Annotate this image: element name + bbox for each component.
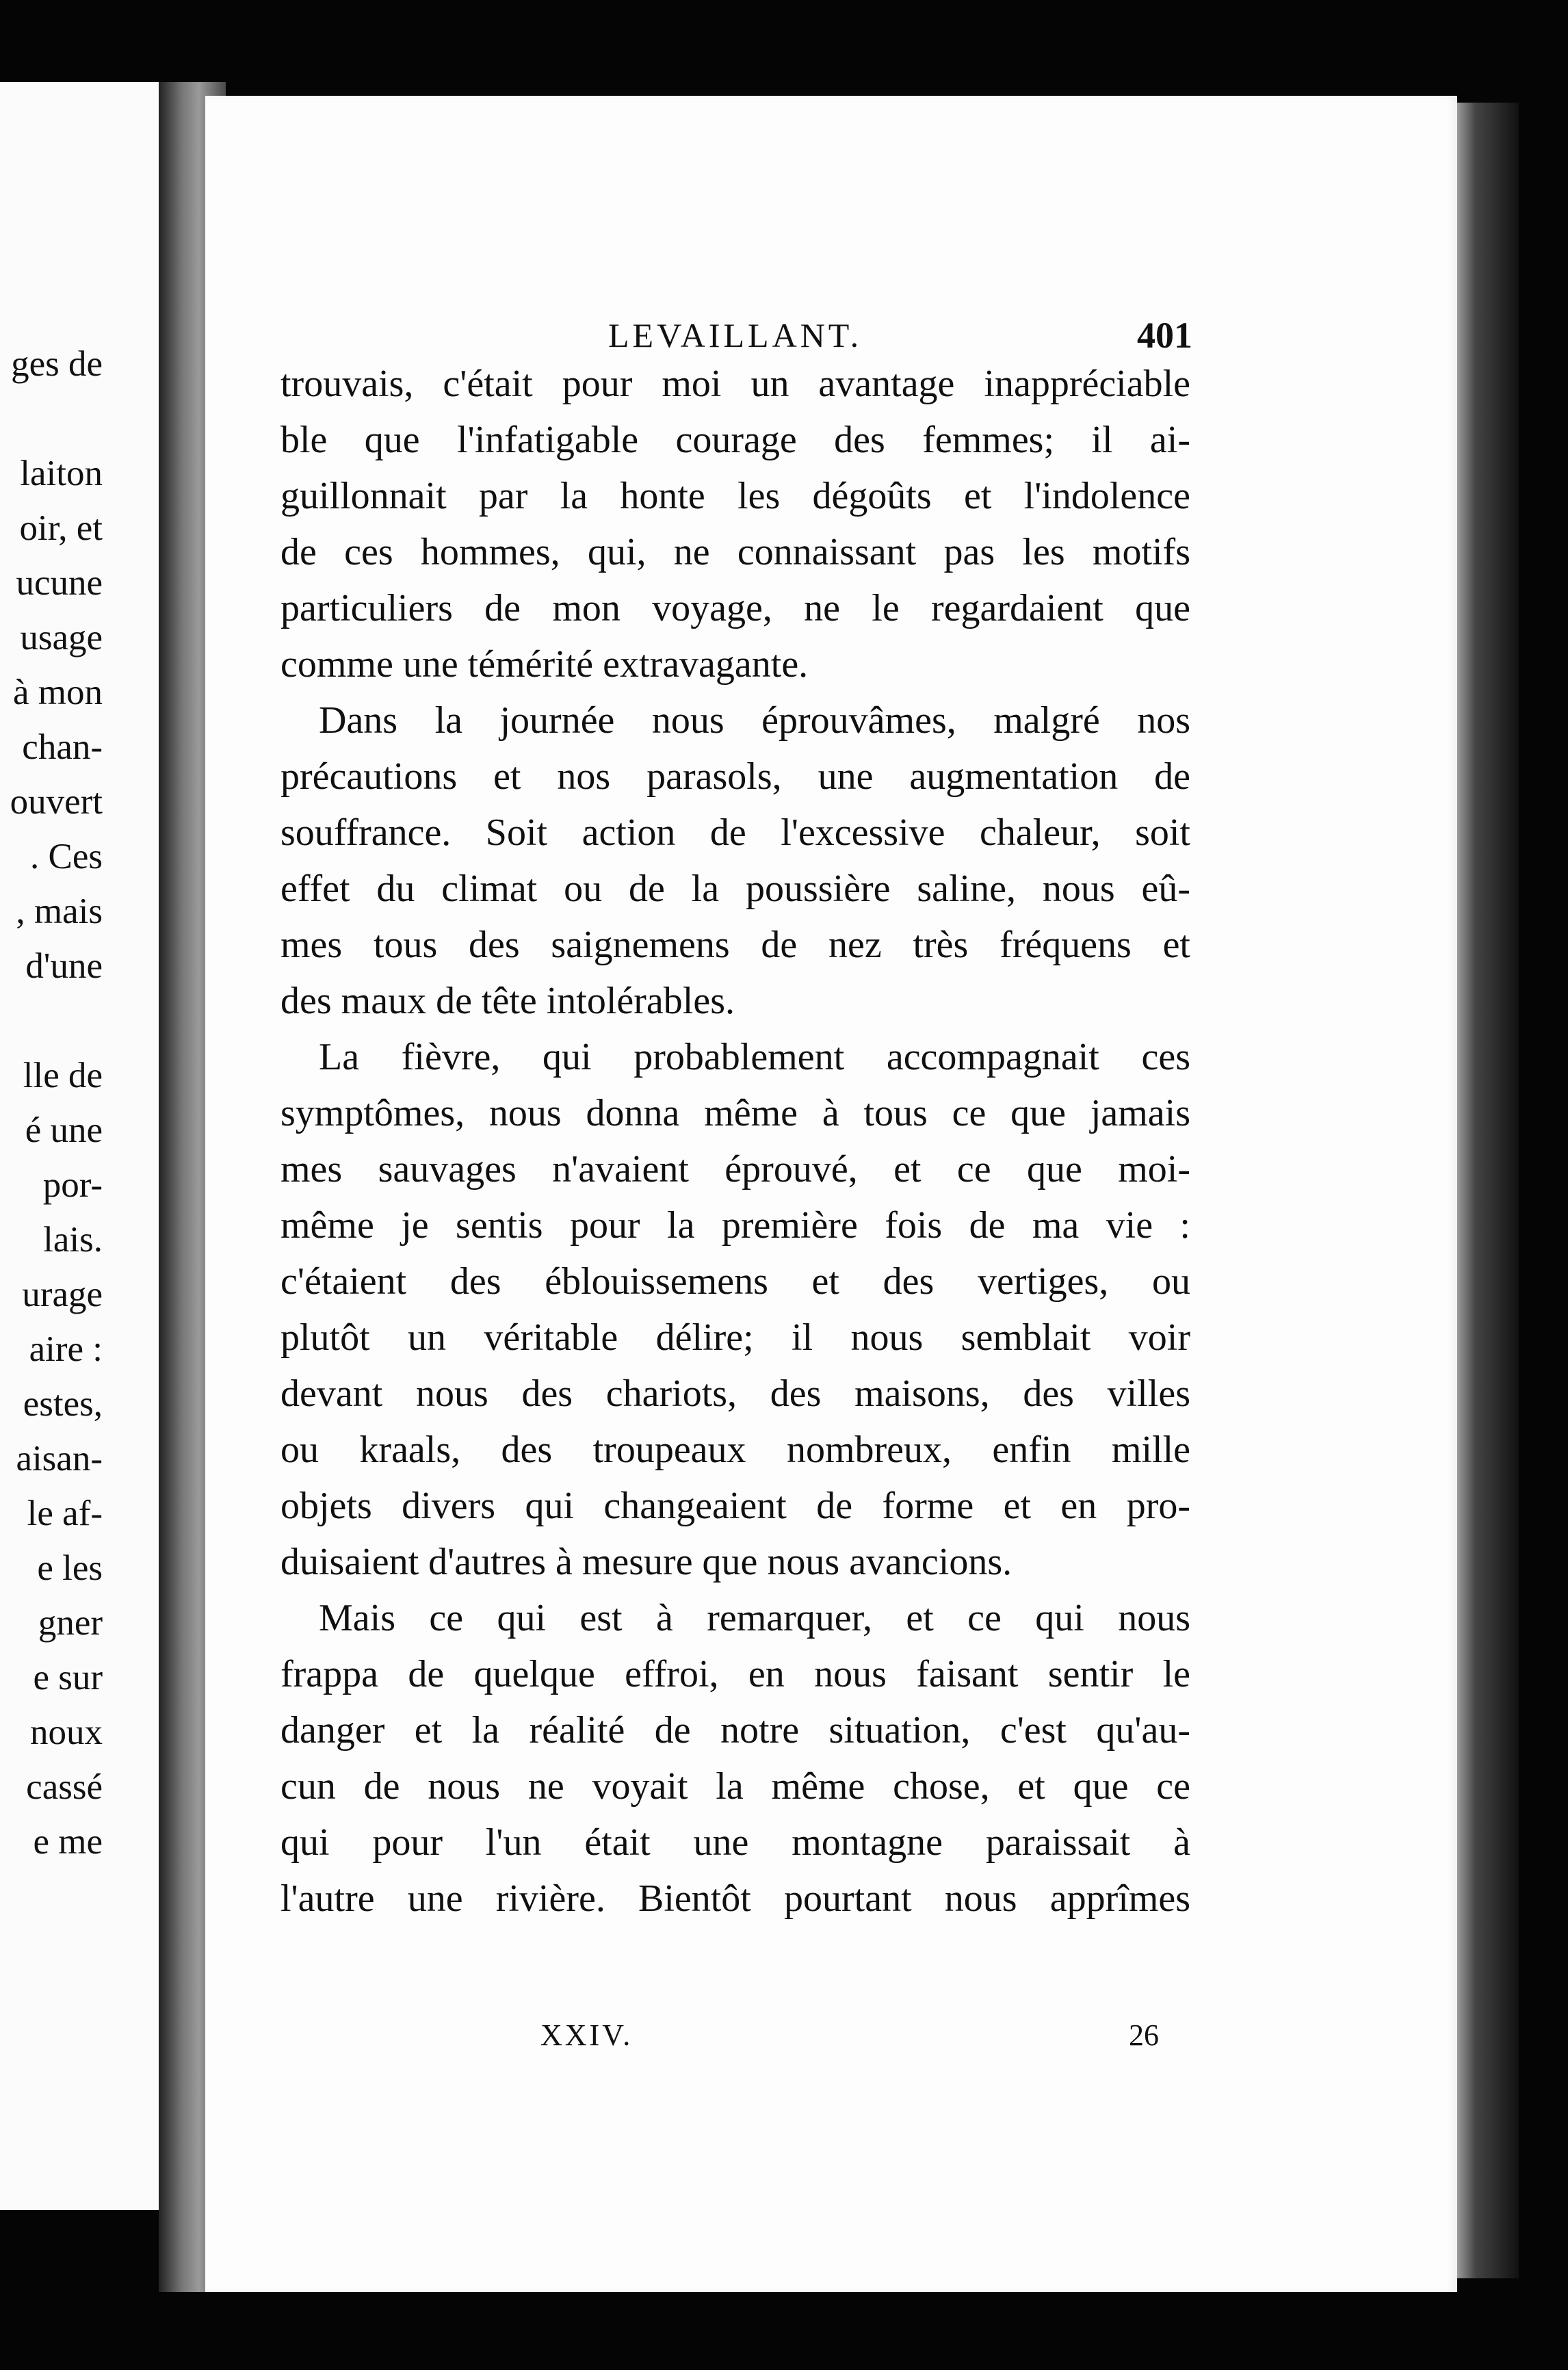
left-line-fragment: lle de: [23, 1056, 103, 1095]
text-line: comme une témérité extravagante.: [280, 643, 809, 686]
text-line: frappa de quelque effroi, en nous faisant sentir le: [280, 1653, 1190, 1695]
running-title: LEVAILLANT.: [608, 316, 863, 354]
signature-mark: XXIV.: [540, 2018, 633, 2052]
left-line-fragment: aire :: [29, 1329, 103, 1369]
previous-page-fragment: [0, 82, 159, 2210]
text-line: ou kraals, des troupeaux nombreux, enfin mille: [280, 1429, 1190, 1471]
previous-page-line-fragments: [10, 337, 103, 1869]
left-line-fragment: estes,: [23, 1384, 103, 1424]
text-line: symptômes, nous donna même à tous ce que jamais: [280, 1092, 1190, 1134]
footer-signature-line: [322, 2008, 1211, 2063]
text-line: des maux de tête intolérables.: [280, 980, 735, 1022]
left-line-fragment: oir, et: [19, 508, 103, 548]
left-line-fragment: usage: [20, 618, 103, 657]
left-line-fragment: e me: [33, 1822, 103, 1862]
left-line-fragment: laiton: [20, 454, 103, 493]
body-text: [280, 356, 1190, 1927]
text-line: l'autre une rivière. Bientôt pourtant nous apprîmes: [280, 1877, 1190, 1920]
left-line-fragment: urage: [22, 1275, 103, 1314]
text-line: Mais ce qui est à remarquer, et ce qui nous: [319, 1597, 1190, 1639]
text-line: souffrance. Soit action de l'excessive chaleur, soit: [280, 811, 1190, 854]
text-line: cun de nous ne voyait la même chose, et que ce: [280, 1765, 1190, 1808]
left-line-fragment: ges de: [11, 344, 103, 384]
book-page: [205, 96, 1457, 2292]
text-line: danger et la réalité de notre situation, c'est qu'au-: [280, 1709, 1190, 1752]
left-line-fragment: . Ces: [30, 837, 103, 876]
text-line: La fièvre, qui probablement accompagnait ces: [319, 1036, 1190, 1078]
left-line-fragment: por-: [42, 1165, 103, 1205]
text-line: effet du climat ou de la poussière saline, nous eû-: [280, 868, 1190, 910]
text-line: mes tous des saignemens de nez très fréquens et: [280, 924, 1190, 966]
left-line-fragment: é une: [25, 1110, 103, 1150]
text-line: particuliers de mon voyage, ne le regardaient que: [280, 587, 1190, 629]
left-line-fragment: chan-: [22, 727, 103, 767]
gathering-number: 26: [1129, 2018, 1159, 2052]
text-line: guillonnait par la honte les dégoûts et l'indolence: [280, 475, 1190, 517]
text-line: précautions et nos parasols, une augmentation de: [280, 755, 1190, 798]
left-line-fragment: , mais: [16, 891, 103, 931]
left-line-fragment: [10, 391, 103, 446]
text-line: duisaient d'autres à mesure que nous avancions.: [280, 1541, 1012, 1583]
text-line: de ces hommes, qui, ne connaissant pas les motifs: [280, 531, 1190, 573]
right-page-edge: [1457, 103, 1519, 2278]
text-line: Dans la journée nous éprouvâmes, malgré nos: [319, 699, 1190, 742]
left-line-fragment: ouvert: [10, 782, 103, 822]
left-line-fragment: d'une: [25, 946, 103, 986]
left-line-fragment: e sur: [33, 1658, 103, 1697]
text-line: objets divers qui changeaient de forme et en pro-: [280, 1485, 1190, 1527]
text-line: ble que l'infatigable courage des femmes; il ai-: [280, 419, 1190, 461]
text-line: devant nous des chariots, des maisons, des villes: [280, 1372, 1190, 1415]
text-line: même je sentis pour la première fois de ma vie :: [280, 1204, 1190, 1247]
left-line-fragment: noux: [30, 1713, 103, 1752]
left-line-fragment: lais.: [43, 1220, 103, 1260]
text-line: mes sauvages n'avaient éprouvé, et ce que moi-: [280, 1148, 1190, 1190]
left-line-fragment: cassé: [26, 1767, 103, 1807]
text-line: qui pour l'un était une montagne paraissait à: [280, 1821, 1190, 1864]
text-line: trouvais, c'était pour moi un avantage inappréciable: [280, 363, 1190, 405]
page-number: 401: [1137, 315, 1192, 356]
left-line-fragment: à mon: [13, 673, 103, 712]
text-line: c'étaient des éblouissemens et des vertiges, ou: [280, 1260, 1190, 1303]
left-line-fragment: gner: [38, 1603, 103, 1643]
left-line-fragment: ucune: [16, 563, 103, 603]
text-line: plutôt un véritable délire; il nous semblait voir: [280, 1316, 1190, 1359]
left-line-fragment: e les: [37, 1548, 103, 1588]
left-line-fragment: [10, 993, 103, 1048]
left-line-fragment: le af-: [27, 1494, 103, 1533]
left-line-fragment: aisan-: [16, 1439, 103, 1479]
